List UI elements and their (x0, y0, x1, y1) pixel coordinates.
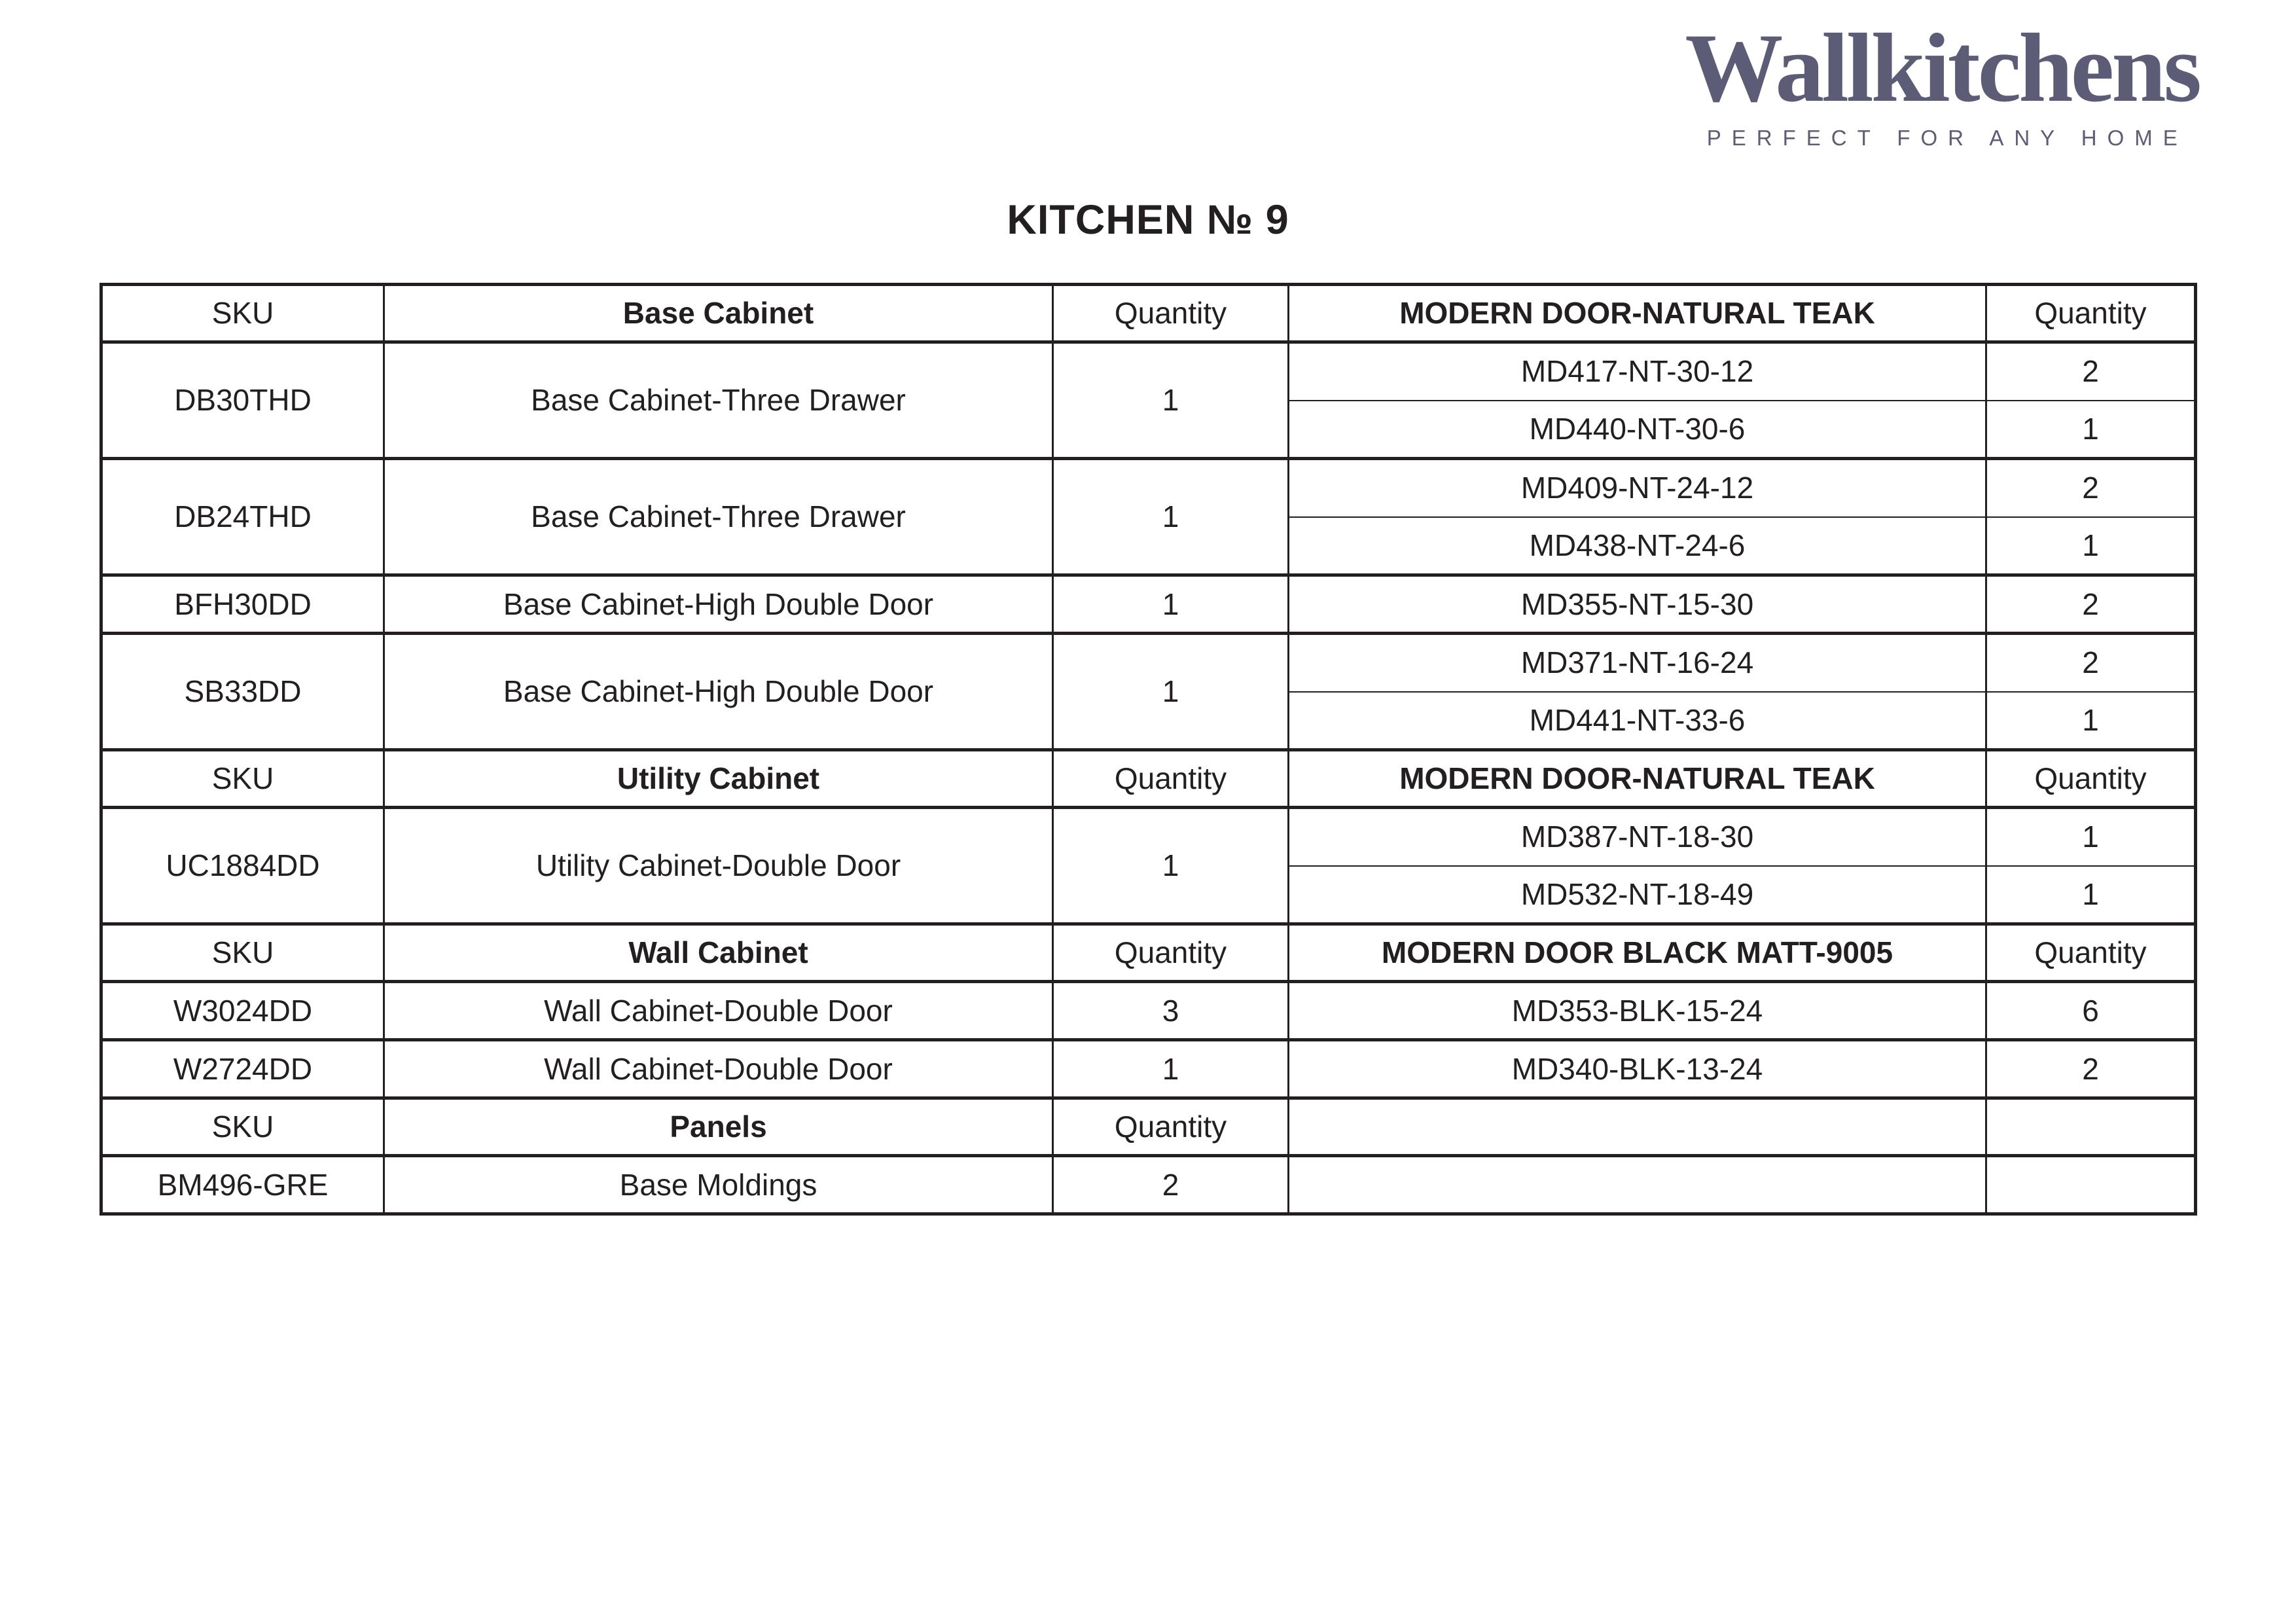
header-quantity: Quantity (1986, 750, 2196, 808)
brand-tagline: PERFECT FOR ANY HOME (1706, 125, 2188, 150)
header-quantity: Quantity (1986, 285, 2196, 342)
door-code-cell: MD417-NT-30-12 (1289, 342, 1986, 401)
header-quantity: Quantity (1053, 924, 1289, 982)
table-row (101, 1156, 2196, 1214)
sku-cell: UC1884DD (101, 808, 384, 924)
sku-cell: W3024DD (101, 982, 384, 1040)
empty-cell (1289, 1098, 1986, 1156)
empty-cell (1289, 1156, 1986, 1214)
door-code-cell: MD409-NT-24-12 (1289, 459, 1986, 517)
order-table (99, 283, 2197, 1216)
brand-wordmark: Wallkitchens (1685, 14, 2199, 122)
table-row (101, 634, 2196, 692)
header-category: Wall Cabinet (384, 924, 1053, 982)
door-code-cell: MD440-NT-30-6 (1289, 401, 1986, 459)
item-name-cell: Base Cabinet-Three Drawer (384, 459, 1053, 575)
section-header-row (101, 285, 2196, 342)
door-quantity-cell: 2 (1986, 1040, 2196, 1098)
item-name-cell: Wall Cabinet-Double Door (384, 1040, 1053, 1098)
header-sku: SKU (101, 285, 384, 342)
sku-cell: DB30THD (101, 342, 384, 459)
quantity-cell: 1 (1053, 1040, 1289, 1098)
door-quantity-cell: 6 (1986, 982, 2196, 1040)
door-quantity-cell: 2 (1986, 459, 2196, 517)
door-quantity-cell: 1 (1986, 517, 2196, 575)
header-category: Base Cabinet (384, 285, 1053, 342)
header-sku: SKU (101, 750, 384, 808)
sku-cell: BM496-GRE (101, 1156, 384, 1214)
quantity-cell: 1 (1053, 342, 1289, 459)
section-header-row (101, 750, 2196, 808)
sku-cell: DB24THD (101, 459, 384, 575)
door-code-cell: MD355-NT-15-30 (1289, 575, 1986, 634)
door-code-cell: MD532-NT-18-49 (1289, 866, 1986, 924)
door-quantity-cell: 1 (1986, 866, 2196, 924)
door-quantity-cell: 2 (1986, 634, 2196, 692)
header-category: Utility Cabinet (384, 750, 1053, 808)
quantity-cell: 1 (1053, 808, 1289, 924)
door-code-cell: MD387-NT-18-30 (1289, 808, 1986, 866)
table-row (101, 1040, 2196, 1098)
table-row (101, 575, 2196, 634)
item-name-cell: Base Moldings (384, 1156, 1053, 1214)
item-name-cell: Utility Cabinet-Double Door (384, 808, 1053, 924)
table-row (101, 342, 2196, 401)
item-name-cell: Base Cabinet-High Double Door (384, 634, 1053, 750)
quantity-cell: 1 (1053, 575, 1289, 634)
quantity-cell: 2 (1053, 1156, 1289, 1214)
door-quantity-cell: 1 (1986, 808, 2196, 866)
door-code-cell: MD371-NT-16-24 (1289, 634, 1986, 692)
sku-cell: SB33DD (101, 634, 384, 750)
table-row (101, 982, 2196, 1040)
header-sku: SKU (101, 1098, 384, 1156)
header-sku: SKU (101, 924, 384, 982)
page-title: KITCHEN № 9 (1007, 197, 1289, 243)
item-name-cell: Base Cabinet-High Double Door (384, 575, 1053, 634)
door-code-cell: MD353-BLK-15-24 (1289, 982, 1986, 1040)
door-quantity-cell: 1 (1986, 401, 2196, 459)
header-quantity: Quantity (1053, 750, 1289, 808)
quantity-cell: 1 (1053, 634, 1289, 750)
door-quantity-cell: 1 (1986, 692, 2196, 750)
header-quantity: Quantity (1986, 924, 2196, 982)
header-door-category: MODERN DOOR-NATURAL TEAK (1289, 750, 1986, 808)
quantity-cell: 1 (1053, 459, 1289, 575)
header-door-category: MODERN DOOR BLACK MATT-9005 (1289, 924, 1986, 982)
door-quantity-cell: 2 (1986, 342, 2196, 401)
door-quantity-cell: 2 (1986, 575, 2196, 634)
header-category: Panels (384, 1098, 1053, 1156)
door-code-cell: MD340-BLK-13-24 (1289, 1040, 1986, 1098)
brand-logo (1685, 14, 2200, 151)
item-name-cell: Wall Cabinet-Double Door (384, 982, 1053, 1040)
door-code-cell: MD441-NT-33-6 (1289, 692, 1986, 750)
section-header-row (101, 924, 2196, 982)
door-code-cell: MD438-NT-24-6 (1289, 517, 1986, 575)
table-row (101, 808, 2196, 866)
header-quantity: Quantity (1053, 1098, 1289, 1156)
section-header-row (101, 1098, 2196, 1156)
sku-cell: W2724DD (101, 1040, 384, 1098)
empty-cell (1986, 1156, 2196, 1214)
sku-cell: BFH30DD (101, 575, 384, 634)
quantity-cell: 3 (1053, 982, 1289, 1040)
table-row (101, 459, 2196, 517)
header-door-category: MODERN DOOR-NATURAL TEAK (1289, 285, 1986, 342)
item-name-cell: Base Cabinet-Three Drawer (384, 342, 1053, 459)
empty-cell (1986, 1098, 2196, 1156)
header-quantity: Quantity (1053, 285, 1289, 342)
